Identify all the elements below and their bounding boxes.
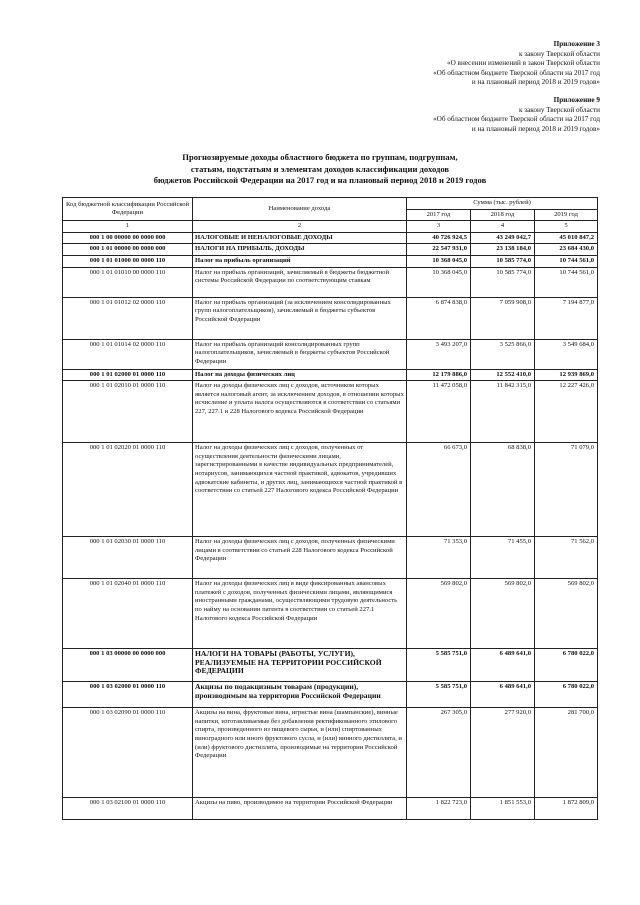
value-2018-cell: 569 802,0 [471,579,535,649]
name-cell: Налог на прибыль организаций [193,255,407,267]
column-index: 2 [193,221,407,233]
title-line: бюджетов Российской Федерации на 2017 год и на плановый период 2018 и 2019 годов [153,175,487,185]
appendix-9-line: «Об областном бюджете Тверской области на 2017 год [433,115,600,124]
value-2019-cell: 281 700,0 [535,708,598,798]
code-cell: 000 1 03 02090 01 0000 110 [63,708,193,798]
appendix-3-line: «О внесении изменений в закон Тверской области [446,59,600,68]
value-2019-cell: 10 744 561,0 [535,267,598,297]
table-row [63,244,598,256]
revenue-table [62,197,598,820]
table-row [63,798,598,820]
table-row [63,708,598,798]
name-cell: Налог на доходы физических лиц [193,369,407,381]
table-row [63,649,598,682]
code-cell: 000 1 03 00000 00 0000 000 [63,649,193,682]
value-2019-cell: 12 939 869,0 [535,369,598,381]
table-row [63,297,598,339]
name-cell: НАЛОГИ НА ТОВАРЫ (РАБОТЫ, УСЛУГИ), РЕАЛИЗУЕМЫЕ НА ТЕРРИТОРИИ РОССИЙСКОЙ ФЕДЕРАЦИИ [193,649,407,682]
value-2017-cell: 11 472 058,0 [407,381,471,443]
title-line: Прогнозируемые доходы областного бюджета по группам, подгруппам, [182,152,458,162]
name-cell: Налог на прибыль организаций, зачисляемый в бюджеты бюджетной системы Российской Федерации по соответствующим ставкам [193,267,407,297]
value-2017-cell: 10 368 045,0 [407,267,471,297]
table-body [63,221,598,820]
value-2018-cell: 12 552 410,0 [471,369,535,381]
code-cell: 000 1 01 01000 00 0000 110 [63,255,193,267]
appendix-9-heading: Приложение 9 [553,96,600,104]
header-code: Код бюджетной классификации Российской Федерации [63,198,193,221]
name-cell: Акцизы на вина, фруктовые вина, игристые вина (шампанские), винные напитки, изготавливаемые без добавления ректификованного этилового спирта, произведенного из пищевого сырья, и (или) спиртованных виноградного или иного фруктового сусла, и (или) винного дистиллята, и (или) фруктового дистиллята, производимые на территории Российской Федерации [193,708,407,798]
value-2018-cell: 7 059 908,0 [471,297,535,339]
value-2019-cell: 6 780 022,0 [535,649,598,682]
value-2018-cell: 10 585 774,0 [471,267,535,297]
name-cell: Налог на доходы физических лиц в виде фиксированных авансовых платежей с доходов, полученных физическими лицами, являющимися иностранными гражданами, осуществляющими трудовую деятельность по найму на основании патента в соответствии со статьей 227.1 Налогового кодекса Российской Федерации [193,579,407,649]
value-2019-cell: 6 780 022,0 [535,682,598,708]
code-cell: 000 1 01 02020 01 0000 110 [63,443,193,537]
value-2017-cell: 569 802,0 [407,579,471,649]
value-2019-cell: 10 744 561,0 [535,255,598,267]
appendix-3-block [433,40,600,88]
code-cell: 000 1 00 00000 00 0000 000 [63,232,193,244]
value-2017-cell: 5 585 751,0 [407,682,471,708]
name-cell: Налог на доходы физических лиц с доходов, источником которых является налоговый агент, за исключением доходов, в отношении которых исчисление и уплата налога осуществляются в соответствии со статьями 227, 227.1 и 228 Налогового кодекса Российской Федерации [193,381,407,443]
name-cell: Налог на прибыль организаций (за исключением консолидированных групп налогоплательщиков), зачисляемый в бюджеты субъектов Российской Федерации [193,297,407,339]
value-2018-cell: 3 525 866,0 [471,339,535,369]
value-2018-cell: 6 489 641,0 [471,682,535,708]
table-row [63,339,598,369]
table-row [63,232,598,244]
value-2019-cell: 7 194 877,0 [535,297,598,339]
table-row [63,579,598,649]
value-2019-cell: 71 562,0 [535,537,598,579]
value-2017-cell: 5 585 751,0 [407,649,471,682]
value-2018-cell: 6 489 641,0 [471,649,535,682]
value-2019-cell: 569 802,0 [535,579,598,649]
code-cell: 000 1 03 02100 01 0000 110 [63,798,193,820]
value-2019-cell: 1 872 809,0 [535,798,598,820]
code-cell: 000 1 01 02030 01 0000 110 [63,537,193,579]
table-row [63,537,598,579]
code-cell: 000 1 01 02040 01 0000 110 [63,579,193,649]
table-row [63,267,598,297]
value-2017-cell: 1 822 723,0 [407,798,471,820]
value-2017-cell: 71 353,0 [407,537,471,579]
name-cell: Налог на доходы физических лиц с доходов, полученных физическими лицами в соответствии со статьей 228 Налогового кодекса Российской Федерации [193,537,407,579]
table-row [63,369,598,381]
code-cell: 000 1 03 02000 01 0000 110 [63,682,193,708]
value-2017-cell: 267 305,0 [407,708,471,798]
column-index: 5 [535,221,598,233]
value-2018-cell: 71 455,0 [471,537,535,579]
value-2017-cell: 66 673,0 [407,443,471,537]
header-year-2017: 2017 год [407,209,471,221]
value-2018-cell: 68 838,0 [471,443,535,537]
name-cell: Акцизы на пиво, производимое на территории Российской Федерации [193,798,407,820]
name-cell: Налог на прибыль организаций консолидированных групп налогоплательщиков, зачисляемый в бюджеты субъектов Российской Федерации [193,339,407,369]
name-cell: Акцизы по подакцизным товарам (продукции), производимым на территории Российской Федерации [193,682,407,708]
value-2018-cell: 10 585 774,0 [471,255,535,267]
code-cell: 000 1 01 00000 00 0000 000 [63,244,193,256]
code-cell: 000 1 01 02010 01 0000 110 [63,381,193,443]
code-cell: 000 1 01 01012 02 0000 110 [63,297,193,339]
value-2017-cell: 10 368 045,0 [407,255,471,267]
table-row [63,255,598,267]
appendix-3-line: и на плановый период 2018 и 2019 годов» [471,78,600,87]
appendix-3-line: «Об областном бюджете Тверской области на 2017 год [433,68,600,77]
value-2018-cell: 277 920,0 [471,708,535,798]
value-2017-cell: 12 179 886,0 [407,369,471,381]
code-cell: 000 1 01 01010 00 0000 110 [63,267,193,297]
value-2019-cell: 71 079,0 [535,443,598,537]
table-row [63,381,598,443]
name-cell: НАЛОГОВЫЕ И НЕНАЛОГОВЫЕ ДОХОДЫ [193,232,407,244]
appendix-9-block [433,96,600,134]
header-year-2018: 2018 год [471,209,535,221]
value-2017-cell: 22 547 931,0 [407,244,471,256]
table-row [63,443,598,537]
value-2017-cell: 40 726 924,5 [407,232,471,244]
value-2019-cell: 23 684 430,0 [535,244,598,256]
value-2019-cell: 45 010 847,2 [535,232,598,244]
appendix-9-line: и на плановый период 2018 и 2019 годов» [471,124,600,133]
header-year-2019: 2019 год [535,209,598,221]
name-cell: Налог на доходы физических лиц с доходов, полученных от осуществления деятельности физическими лицами, зарегистрированными в качестве индивидуальных предпринимателей, нотариусов, занимающихся частной практикой, адвокатов, учредивших адвокатские кабинеты, и других лиц, занимающихся частной практикой в соответствии со статьей 227 Налогового кодекса Российской Федерации [193,443,407,537]
value-2018-cell: 11 842 315,0 [471,381,535,443]
value-2018-cell: 43 249 042,7 [471,232,535,244]
value-2019-cell: 3 549 684,0 [535,339,598,369]
header-sum: Сумма (тыс. рублей) [407,198,598,210]
appendix-9-line: к закону Тверской области [518,105,600,114]
appendix-3-line: к закону Тверской области [518,49,600,58]
value-2017-cell: 6 874 838,0 [407,297,471,339]
value-2019-cell: 12 227 426,0 [535,381,598,443]
code-cell: 000 1 01 02000 01 0000 110 [63,369,193,381]
column-index-row [63,221,598,233]
title-line: статьям, подстатьям и элементам доходов классификации доходов [190,163,450,174]
value-2017-cell: 3 493 207,0 [407,339,471,369]
column-index: 3 [407,221,471,233]
value-2018-cell: 1 851 553,0 [471,798,535,820]
name-cell: НАЛОГИ НА ПРИБЫЛЬ, ДОХОДЫ [193,244,407,256]
value-2018-cell: 23 138 184,0 [471,244,535,256]
document-title [90,152,550,187]
table-row [63,682,598,708]
column-index: 1 [63,221,193,233]
header-name: Наименование дохода [193,198,407,221]
column-index: 4 [471,221,535,233]
appendix-3-heading: Приложение 3 [553,40,600,48]
code-cell: 000 1 01 01014 02 0000 110 [63,339,193,369]
